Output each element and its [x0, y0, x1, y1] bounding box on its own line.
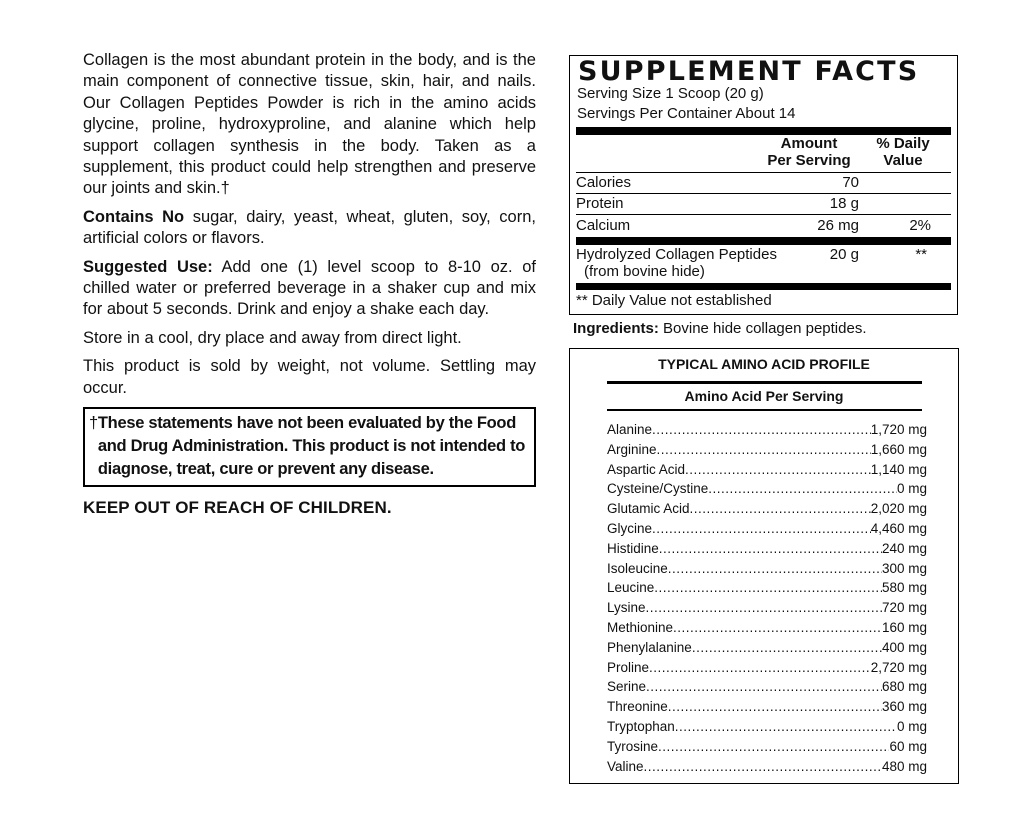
- amino-acid-row: [607, 578, 927, 598]
- leader-dots: [673, 618, 882, 638]
- serving-size: Serving Size 1 Scoop (20 g): [577, 85, 764, 102]
- amino-acid-value: 360 mg: [881, 699, 927, 715]
- amino-acid-row: [607, 757, 927, 777]
- nutrient-name: Protein: [576, 195, 624, 212]
- amino-acid-value: 0 mg: [896, 481, 927, 497]
- amino-acid-name: Cysteine/Cystine: [607, 481, 709, 497]
- amount-header-line2: Per Serving: [767, 152, 851, 169]
- collagen-name-line2: (from bovine hide): [584, 263, 705, 280]
- amino-acid-value: 0 mg: [896, 718, 927, 734]
- keep-out-warning: KEEP OUT OF REACH OF CHILDREN.: [83, 498, 392, 518]
- storage-paragraph: Store in a cool, dry place and away from direct light.: [83, 328, 462, 347]
- suggested-use-paragraph: [83, 257, 536, 321]
- thick-divider: [576, 237, 951, 245]
- leader-dots: [646, 677, 882, 697]
- leader-dots: [658, 737, 889, 757]
- suggested-use-label: Suggested Use:: [83, 257, 213, 276]
- fda-disclaimer-box: [83, 407, 536, 487]
- amino-acid-value: 1,660 mg: [870, 441, 927, 457]
- amino-acid-value: 4,460 mg: [870, 520, 927, 536]
- nutrient-amount: 18 g: [829, 195, 859, 212]
- amino-acid-name: Lysine: [607, 600, 646, 616]
- amino-acid-row: [607, 479, 927, 499]
- leader-dots: [690, 499, 871, 519]
- leader-dots: [649, 658, 871, 678]
- leader-dots: [654, 578, 882, 598]
- amino-acid-value: 680 mg: [881, 679, 927, 695]
- amino-acid-row: [607, 539, 927, 559]
- amino-acid-name: Isoleucine: [607, 560, 668, 576]
- settling-paragraph: This product is sold by weight, not volume. Settling may occur.: [83, 357, 536, 397]
- supplement-facts-title: SUPPLEMENT FACTS: [578, 56, 920, 87]
- amino-acid-name: Valine: [607, 758, 644, 774]
- amino-acid-value: 2,720 mg: [870, 659, 927, 675]
- leader-dots: [692, 638, 882, 658]
- amino-acid-name: Aspartic Acid: [607, 461, 686, 477]
- amino-acid-value: 1,140 mg: [870, 461, 927, 477]
- leader-dots: [685, 460, 871, 480]
- amino-acid-name: Serine: [607, 679, 647, 695]
- amino-divider: [607, 381, 922, 384]
- contains-no-label: Contains No: [83, 207, 185, 226]
- amino-acid-name: Tyrosine: [607, 738, 659, 754]
- description-paragraph: Collagen is the most abundant protein in the body, and is the main component of connective tissue, skin, hair, and nails. Our Collagen Peptides Powder is rich in the amino acids glycine, proline, hydroxyproline, and alanine which help support collagen synthesis in the body. Taken as a supplement, this product could help strengthen and preserve our joints and skin.†: [83, 51, 536, 198]
- amino-acid-value: 480 mg: [881, 758, 927, 774]
- amount-header: [759, 135, 859, 169]
- ingredients-line: [573, 320, 867, 337]
- amino-acid-value: 1,720 mg: [870, 422, 927, 437]
- amino-acid-name: Phenylalanine: [607, 639, 692, 655]
- supplement-facts-panel: [569, 55, 958, 315]
- leader-dots: [668, 697, 882, 717]
- amino-acid-name: Histidine: [607, 540, 659, 556]
- amino-acid-value: 240 mg: [881, 540, 927, 556]
- ingredients-label: Ingredients:: [573, 320, 659, 337]
- product-description-column: [83, 50, 536, 519]
- nutrient-daily-value: 2%: [909, 217, 931, 234]
- daily-value-header: [863, 135, 943, 169]
- amino-acid-row: [607, 638, 927, 658]
- leader-dots: [708, 479, 897, 499]
- amino-profile-subtitle: Amino Acid Per Serving: [684, 388, 844, 404]
- amino-acid-row: [607, 658, 927, 678]
- daily-value-footnote: ** Daily Value not established: [576, 292, 772, 309]
- collagen-name-line1: Hydrolyzed Collagen Peptides: [576, 246, 777, 263]
- amino-acid-row: [607, 499, 927, 519]
- amount-header-line1: Amount: [780, 135, 838, 152]
- amino-acid-row: [607, 440, 927, 460]
- amino-acid-profile-box: [569, 348, 959, 784]
- amino-acid-list: [607, 420, 927, 776]
- amino-acid-row: [607, 618, 927, 638]
- amino-acid-row: [607, 737, 927, 757]
- amino-acid-value: 300 mg: [881, 560, 927, 576]
- dagger-symbol: †: [89, 414, 98, 433]
- amino-acid-name: Proline: [607, 659, 650, 675]
- nutrient-amount: 26 mg: [817, 217, 859, 234]
- amino-acid-name: Alanine: [607, 422, 653, 437]
- leader-dots: [659, 539, 882, 559]
- thick-divider: [576, 127, 951, 135]
- amino-acid-row: [607, 697, 927, 717]
- amino-acid-value: 2,020 mg: [870, 501, 927, 517]
- daily-value-header-line1: % Daily: [876, 135, 930, 152]
- amino-divider: [607, 409, 922, 411]
- row-divider: [576, 193, 951, 194]
- leader-dots: [657, 440, 871, 460]
- amino-acid-name: Tryptophan: [607, 718, 675, 734]
- amino-acid-value: 580 mg: [881, 580, 927, 596]
- amino-acid-name: Glycine: [607, 520, 653, 536]
- amino-acid-value: 60 mg: [889, 738, 927, 754]
- amino-acid-row: [607, 460, 927, 480]
- amino-profile-title: TYPICAL AMINO ACID PROFILE: [658, 356, 870, 372]
- leader-dots: [668, 559, 882, 579]
- contains-no-text: sugar, dairy, yeast, wheat, gluten, soy, corn, artificial colors or flavors.: [83, 207, 536, 248]
- amino-acid-value: 160 mg: [881, 619, 927, 635]
- amino-acid-row: [607, 519, 927, 539]
- nutrient-amount: 70: [842, 174, 859, 191]
- nutrient-name: Calories: [576, 174, 632, 191]
- nutrient-name: Calcium: [576, 217, 631, 234]
- leader-dots: [675, 717, 897, 737]
- ingredients-text: Bovine hide collagen peptides.: [658, 320, 867, 337]
- leader-dots: [652, 519, 871, 539]
- header-divider: [576, 172, 951, 173]
- row-divider: [576, 214, 951, 215]
- amino-acid-row: [607, 420, 927, 440]
- servings-per-container: Servings Per Container About 14: [577, 105, 796, 122]
- amino-acid-name: Threonine: [607, 699, 668, 715]
- amino-acid-name: Arginine: [607, 441, 657, 457]
- leader-dots: [646, 598, 882, 618]
- amino-acid-row: [607, 717, 927, 737]
- amino-acid-value: 720 mg: [881, 600, 927, 616]
- contains-no-paragraph: [83, 207, 536, 250]
- disclaimer-text: These statements have not been evaluated by the Food and Drug Administration. This product is not intended to diagnose, treat, cure or prevent any disease.: [97, 414, 526, 479]
- daily-value-header-line2: Value: [883, 152, 923, 169]
- leader-dots: [644, 757, 882, 777]
- leader-dots: [652, 420, 871, 440]
- amino-acid-row: [607, 598, 927, 618]
- collagen-amount: 20 g: [829, 246, 859, 263]
- collagen-daily-value: **: [915, 246, 927, 263]
- amino-acid-name: Leucine: [607, 580, 655, 596]
- amino-acid-name: Glutamic Acid: [607, 501, 690, 517]
- suggested-use-text: Add one (1) level scoop to 8-10 oz. of chilled water or preferred beverage in a shaker cup and mix for about 5 seconds. Drink and enjoy a shake each day.: [83, 257, 536, 319]
- amino-acid-row: [607, 559, 927, 579]
- amino-acid-value: 400 mg: [881, 639, 927, 655]
- amino-acid-name: Methionine: [607, 619, 674, 635]
- amino-acid-row: [607, 677, 927, 697]
- thick-divider: [576, 283, 951, 290]
